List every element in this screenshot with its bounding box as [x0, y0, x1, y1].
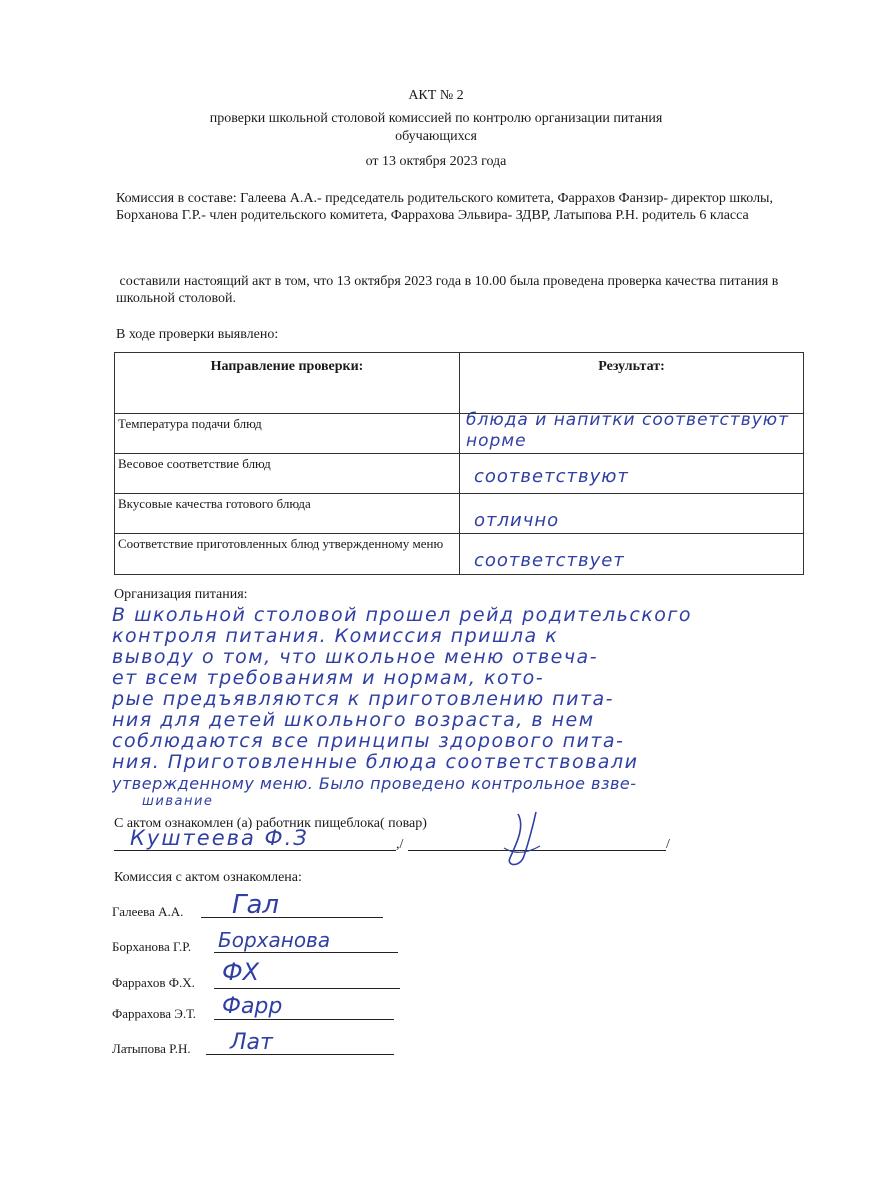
handwritten-result: блюда и напитки соответствуют норме [466, 410, 789, 451]
handwritten-result: соответствуют [474, 466, 629, 487]
organization-handwritten [112, 605, 832, 810]
act-subtitle-line1: проверки школьной столовой комиссией по контролю организации питания [209, 111, 663, 126]
member-name: Галеева А.А. [112, 904, 184, 919]
commission-paragraph: Комиссия в составе: Галеева А.А.- председатель родительского комитета, Фаррахов Фанзир- директор школы, Борханова Г.Р.- член родительского комитета, Фаррахова Эльвира- ЗДВР, Латыпова Р.Н. родитель 6 класса [116, 191, 773, 223]
handwritten-line: ния. Приготовленные блюда соответствовали [112, 752, 639, 773]
member-signature-line [214, 988, 400, 989]
act-date: от 13 октября 2023 года [365, 154, 507, 169]
cook-separator: ,/ [396, 837, 404, 852]
table-header-result: Результат: [460, 353, 804, 414]
member-signature: Лат [230, 1030, 273, 1055]
cook-name-line [114, 850, 396, 851]
table-cell-direction: Весовое соответствие блюд [115, 454, 460, 494]
table-cell-direction: Вкусовые качества готового блюда [115, 494, 460, 534]
member-signature-line [201, 917, 383, 918]
member-name: Борханова Г.Р. [112, 939, 192, 954]
member-signature: Борханова [218, 928, 331, 952]
handwritten-line: соблюдаются все принципы здорового пита- [112, 731, 625, 752]
table-row [115, 534, 804, 575]
inspection-table [114, 352, 804, 575]
handwritten-line: контроля питания. Комиссия пришла к [112, 626, 559, 647]
commission-ack-label: Комиссия с актом ознакомлена: [114, 870, 302, 885]
table-row [115, 454, 804, 494]
member-signature-line [214, 1019, 394, 1020]
organization-label: Организация питания: [114, 587, 248, 602]
handwritten-line: утвержденному меню. Было проведено контрольное взве- [112, 774, 637, 793]
handwritten-line: В школьной столовой прошел рейд родительского [112, 605, 693, 626]
handwritten-line: ния для детей школьного возраста, в нем [112, 710, 595, 731]
member-name: Фаррахова Э.Т. [112, 1006, 197, 1021]
member-signature: Фарр [222, 994, 283, 1019]
handwritten-result: соответствует [474, 550, 625, 571]
act-title: АКТ № 2 [408, 88, 464, 103]
member-signature: Гал [232, 890, 280, 920]
cook-signature-icon [496, 808, 546, 870]
table-row [115, 494, 804, 534]
table-header-row [115, 353, 804, 414]
table-cell-result [460, 454, 804, 494]
findings-label: В ходе проверки выявлено: [116, 327, 279, 342]
cook-separator-end: / [666, 837, 670, 852]
table-header-direction: Направление проверки: [115, 353, 460, 414]
cook-ack-label: С актом ознакомлен (а) работник пищеблока( повар) [114, 816, 427, 831]
table-cell-direction: Температура подачи блюд [115, 414, 460, 454]
member-signature-line [214, 952, 398, 953]
handwritten-line: ет всем требованиям и нормам, кото- [112, 668, 545, 689]
table-row [115, 414, 804, 454]
cook-handwritten-name: Куштеева Ф.З [130, 826, 309, 850]
table-cell-result [460, 494, 804, 534]
handwritten-line: выводу о том, что школьное меню отвеча- [112, 647, 599, 668]
handwritten-line: шивание [142, 794, 214, 809]
member-name: Фаррахов Ф.Х. [112, 975, 195, 990]
table-cell-result [460, 410, 804, 454]
member-name: Латыпова Р.Н. [112, 1041, 191, 1056]
handwritten-result: отлично [474, 510, 560, 531]
statement-paragraph: составили настоящий акт в том, что 13 октября 2023 года в 10.00 была проведена проверка качества питания в школьной столовой. [116, 274, 782, 306]
table-cell-result [460, 534, 804, 575]
member-signature: ФХ [222, 958, 260, 986]
handwritten-line: рые предъявляются к приготовлению пита- [112, 689, 615, 710]
table-cell-direction: Соответствие приготовленных блюд утвержденному меню [115, 534, 460, 575]
act-subtitle-line2: обучающихся [395, 129, 477, 144]
